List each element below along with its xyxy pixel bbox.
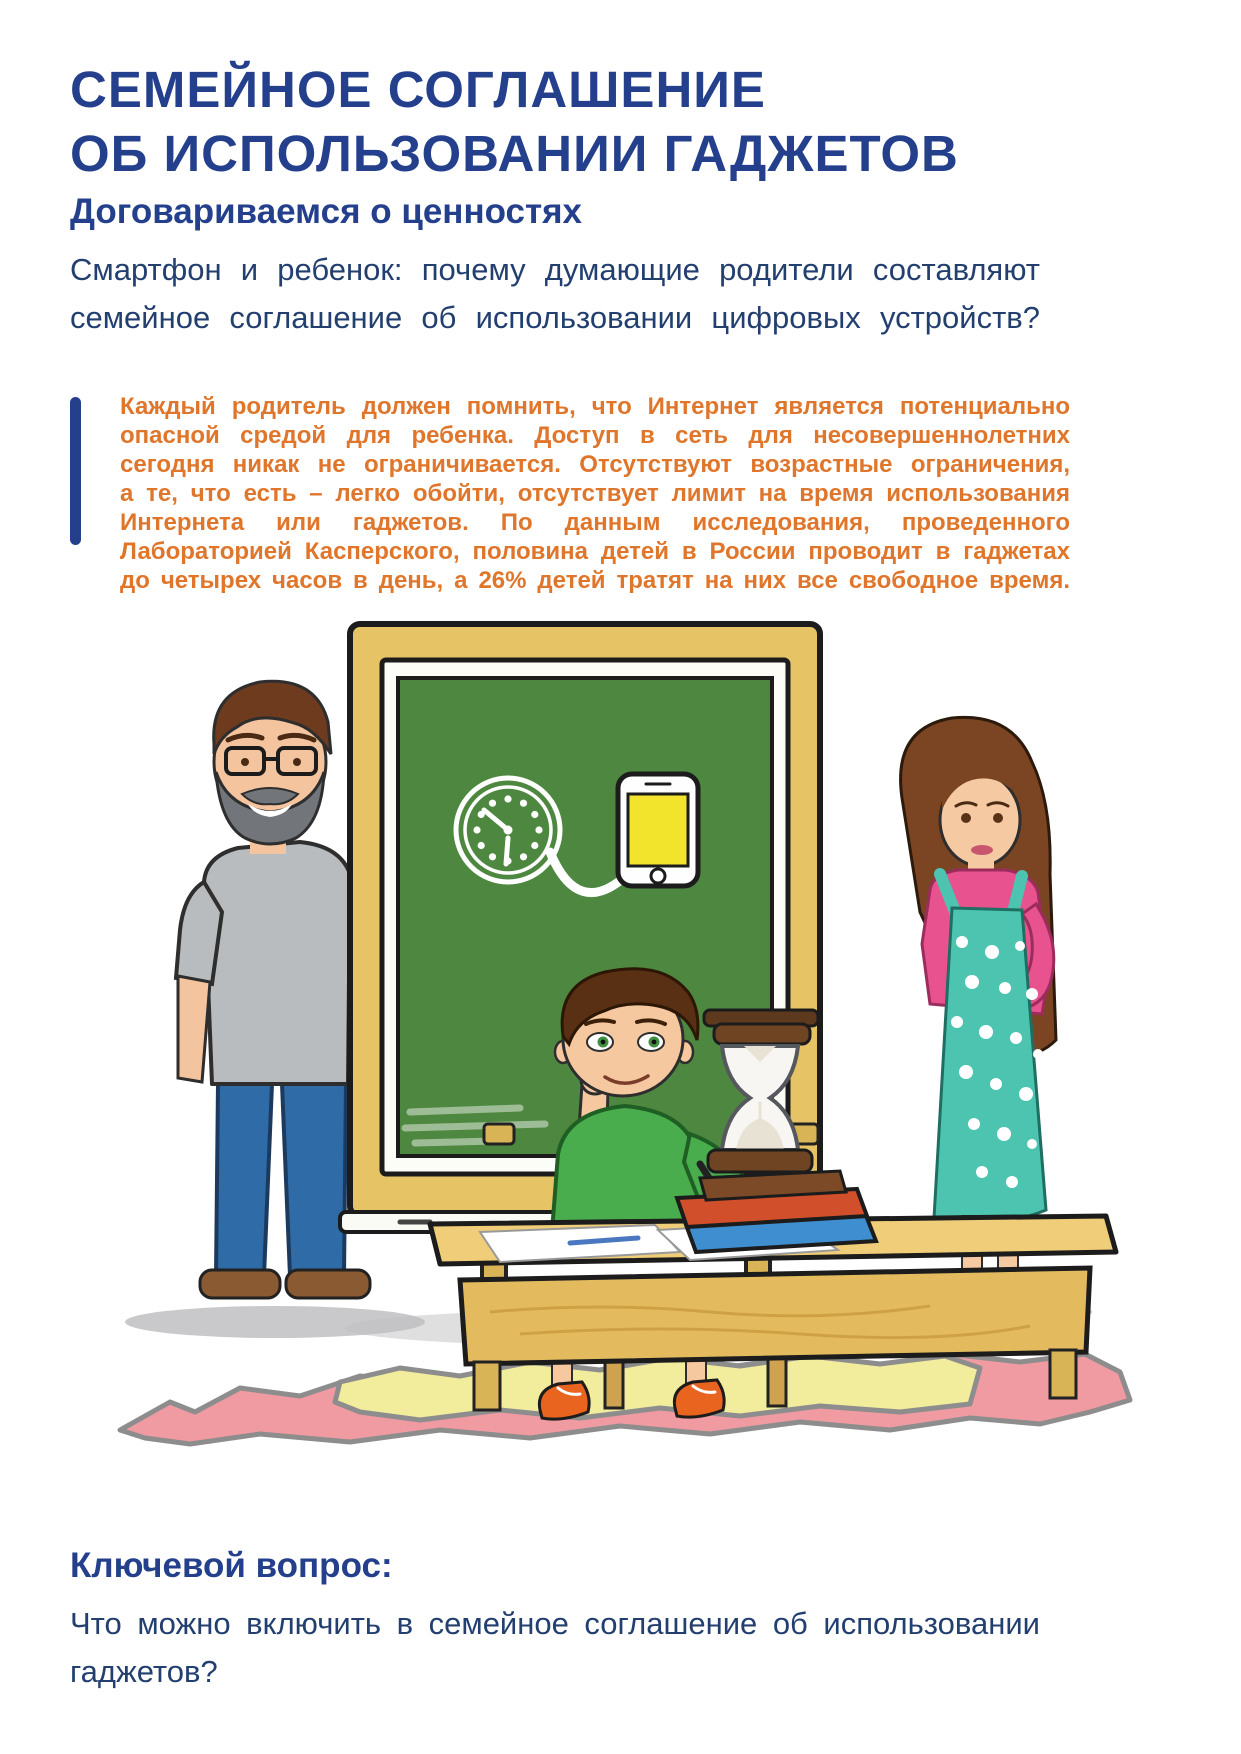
- quote-line: опасной средой для ребенка. Доступ в сеть для несовершеннолетних: [120, 422, 1070, 449]
- quote-line: сегодня никак не ограничивается. Отсутствуют возрастные ограничения,: [120, 451, 1070, 478]
- key-question-line: гаджетов?: [70, 1654, 218, 1689]
- quote-line: Лабораторией Касперского, половина детей в России проводит в гаджетах: [120, 538, 1070, 565]
- section-subtitle: Договариваемся о ценностях: [70, 192, 582, 231]
- quote-line: а те, что есть – легко обойти, отсутствует лимит на время использования: [120, 480, 1070, 507]
- quote-line: Каждый родитель должен помнить, что Интернет является потенциально: [120, 393, 1070, 420]
- quote-line: до четырех часов в день, а 26% детей тратят на них все свободное время.: [120, 567, 1070, 594]
- key-question-line: Что можно включить в семейное соглашение об использовании: [70, 1606, 1040, 1641]
- page-title-line-2: ОБ ИСПОЛЬЗОВАНИИ ГАДЖЕТОВ: [70, 125, 959, 182]
- page-title: [70, 58, 1170, 186]
- quote-block: [70, 392, 1075, 595]
- quote-line: Интернета или гаджетов. По данным исследования, проведенного: [120, 509, 1070, 536]
- quote-text: [120, 392, 1070, 595]
- family-gadget-illustration: [100, 612, 1140, 1472]
- books-stack: [677, 1171, 876, 1252]
- quote-accent-bar: [70, 397, 81, 545]
- intro-line: семейное соглашение об использовании цифровых устройств?: [70, 300, 1040, 335]
- key-question-heading: Ключевой вопрос:: [70, 1546, 393, 1585]
- pink-rug: [120, 1354, 1130, 1444]
- chair-back: [484, 1124, 514, 1144]
- key-question-text: [70, 1600, 1040, 1696]
- intro-line: Смартфон и ребенок: почему думающие родители составляют: [70, 252, 1040, 287]
- father-figure: [176, 681, 370, 1298]
- intro-paragraph: [70, 246, 1040, 342]
- mother-figure: [901, 717, 1056, 1298]
- page-title-line-1: СЕМЕЙНОЕ СОГЛАШЕНИЕ: [70, 61, 766, 118]
